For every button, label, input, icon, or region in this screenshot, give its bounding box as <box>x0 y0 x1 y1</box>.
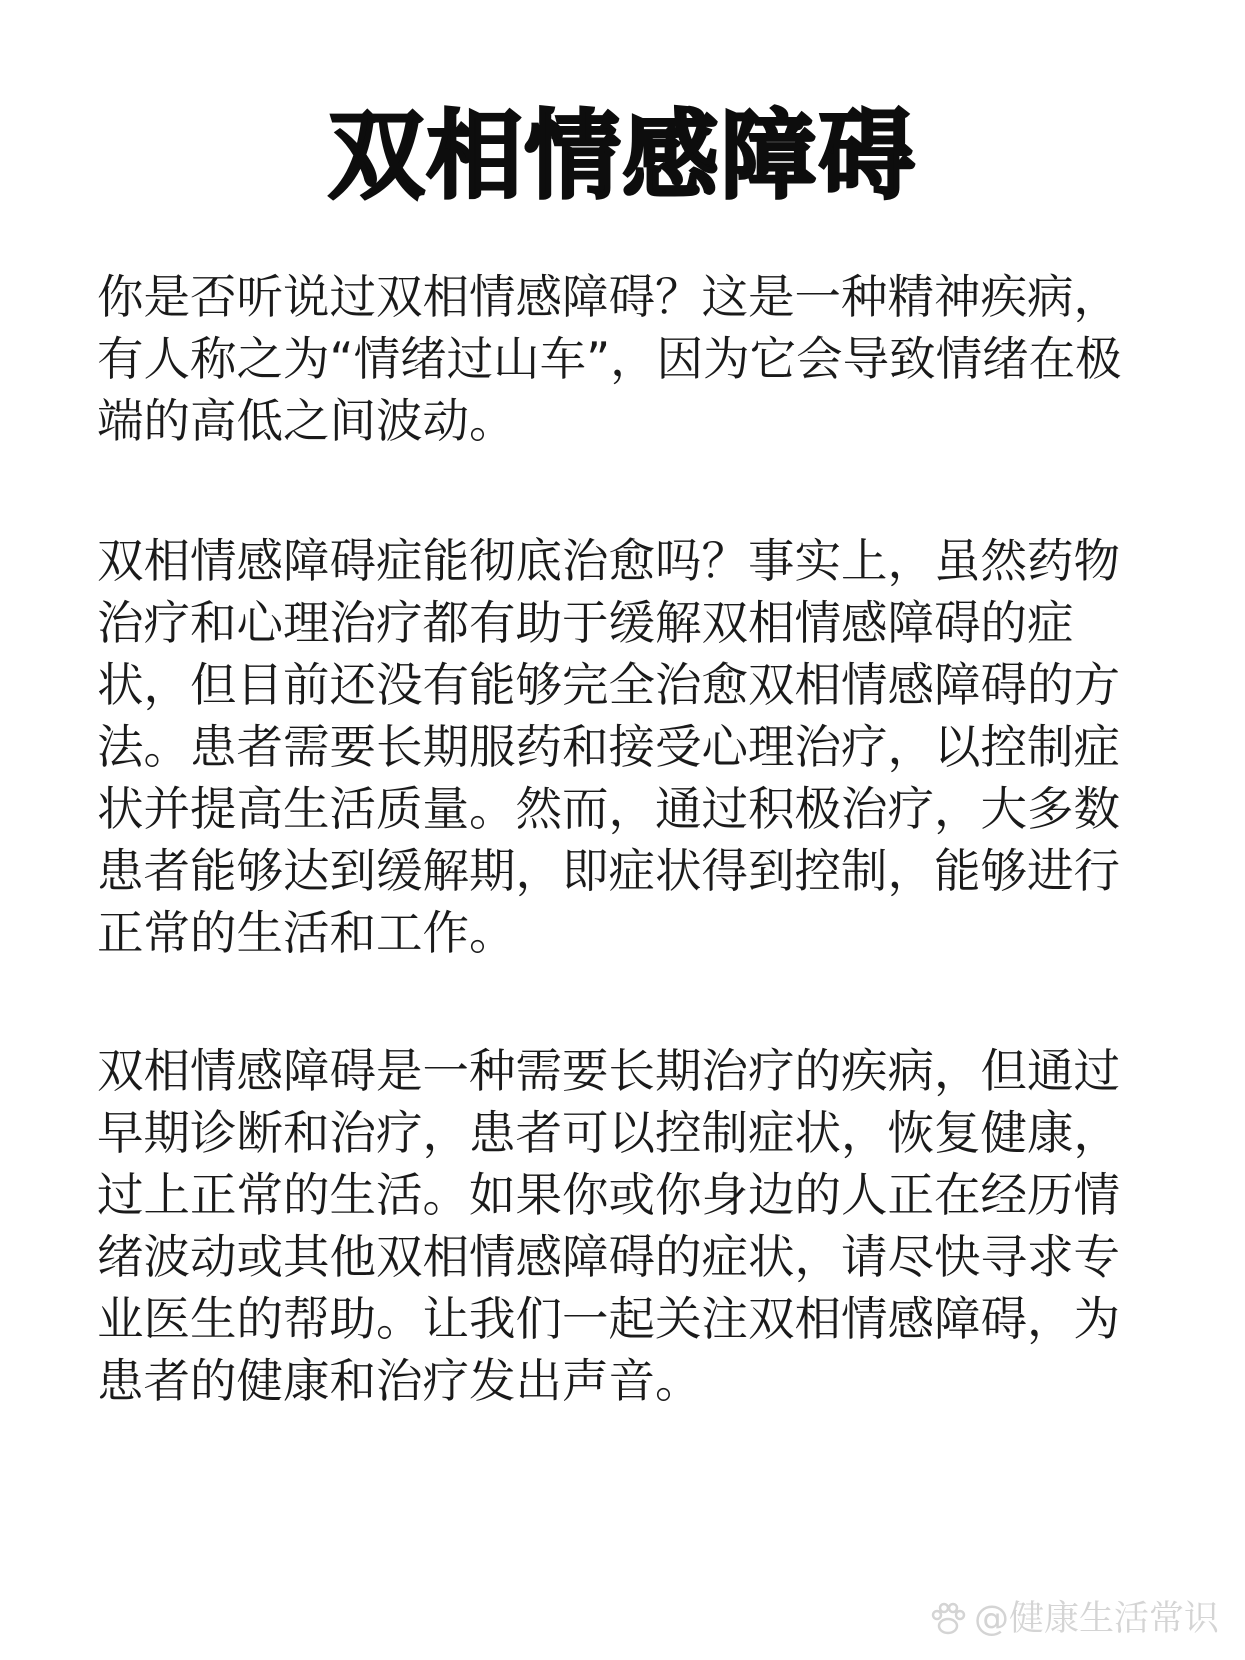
paragraph-intro: 你是否听说过双相情感障碍？这是一种精神疾病，有人称之为“情绪过山车”，因为它会导致情绪在极端的高低之间波动。 <box>97 270 1122 448</box>
paragraph-cure: 双相情感障碍症能彻底治愈吗？事实上，虽然药物治疗和心理治疗都有助于缓解双相情感障碍的症状，但目前还没有能够完全治愈双相情感障碍的方法。患者需要长期服药和接受心理治疗，以控制症状并提高生活质量。然而，通过积极治疗，大多数患者能够达到缓解期，即症状得到控制，能够进行正常的生活和工作。 <box>97 534 1120 960</box>
paw-logo-icon <box>928 1599 968 1639</box>
watermark <box>928 1598 1219 1640</box>
watermark-text: @健康生活常识 <box>973 1599 1219 1639</box>
paragraph-conclusion: 双相情感障碍是一种需要长期治疗的疾病，但通过早期诊断和治疗，患者可以控制症状，恢复健康，过上正常的生活。如果你或你身边的人正在经历情绪波动或其他双相情感障碍的症状，请尽快寻求专业医生的帮助。让我们一起关注双相情感障碍，为患者的健康和治疗发出声音。 <box>97 1044 1120 1408</box>
page-title: 双相情感障碍 <box>328 100 917 212</box>
